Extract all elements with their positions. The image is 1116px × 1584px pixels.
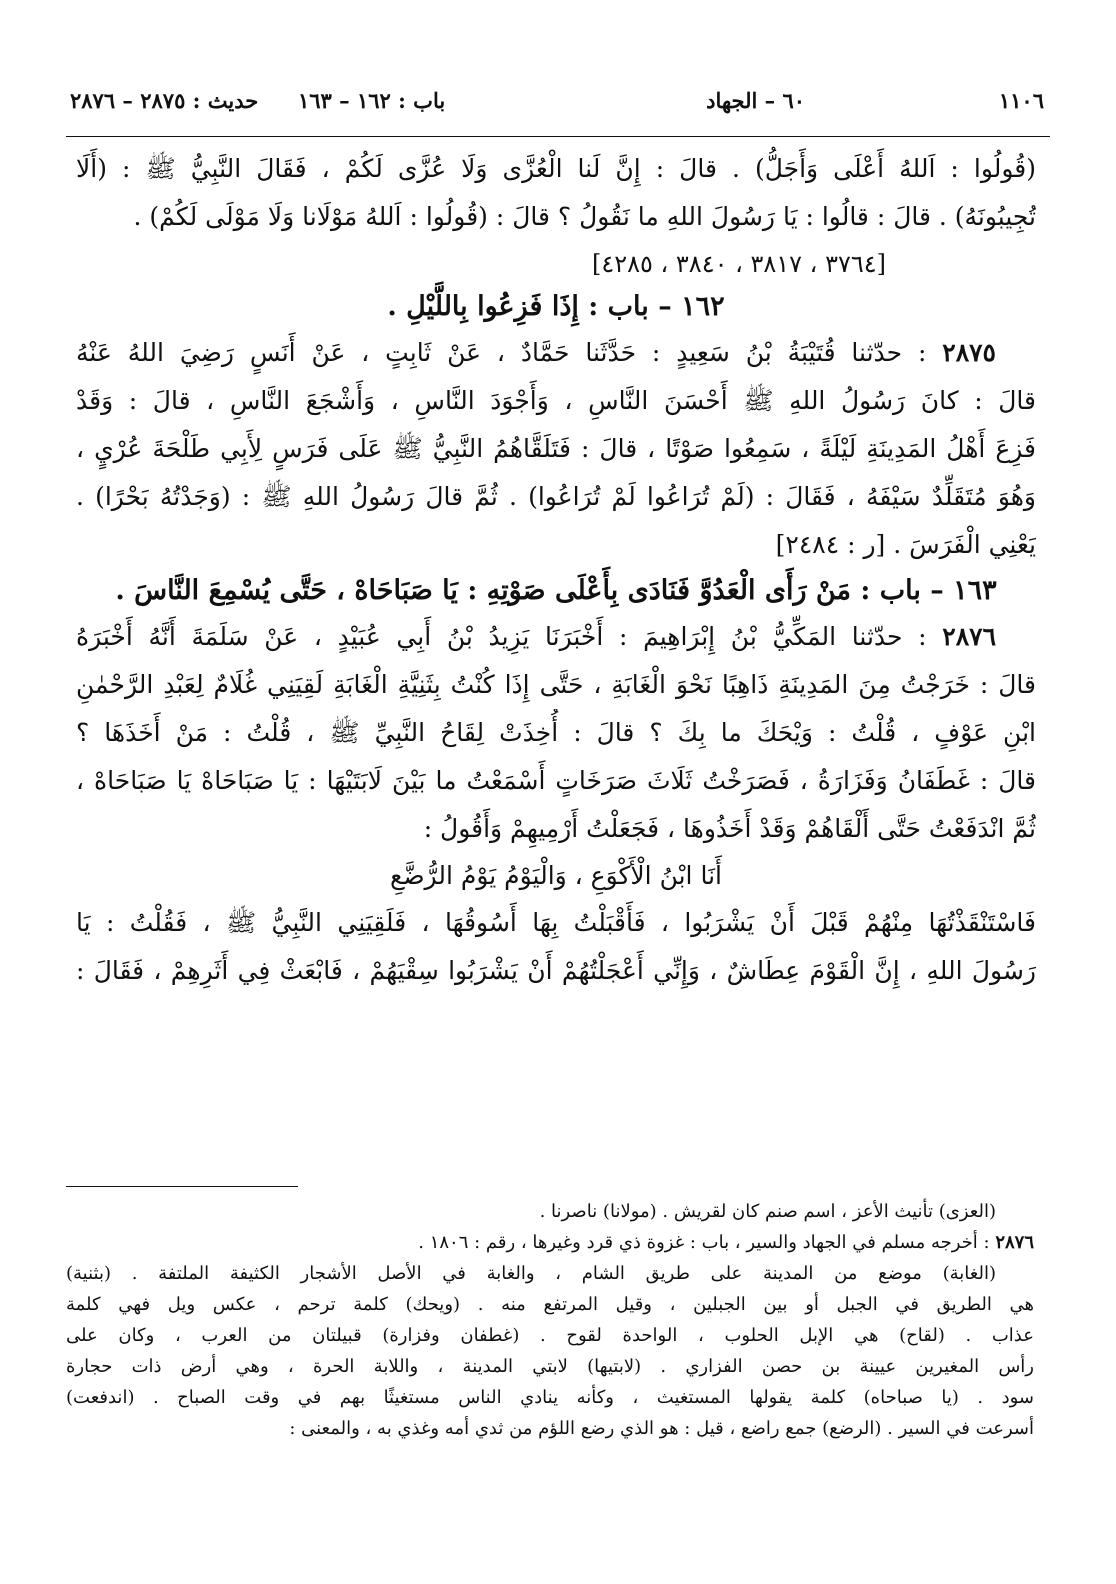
text-line: فَزِعَ أَهْلُ المَدِينَةِ لَيْلَةً ، سَمِعُوا صَوْتًا ، قالَ : فَتَلَقَّاهُمُ النَّبِيُّ ﷺ عَلَى فَرَسٍ لِأَبِي طَلْحَةَ عُرْيٍ ، xyxy=(76,434,1036,463)
hadith-number: ٢٨٧٥ xyxy=(942,338,996,367)
glossary-line: هي الطريق في الجبل أو بين الجبلين ، وقيل المرتفع منه . (ويحك) كلمة ترحم ، عكس ويل فهي كلمة xyxy=(66,1294,1034,1315)
hadith-first-line: ٢٨٧٥ : حدّثنا قُتَيْبَةُ بْنُ سَعِيدٍ : حَدَّثَنا حَمَّادٌ ، عَنْ ثَابِتٍ ، عَنْ أَنَسٍ رَضِيَ اللهُ عَنْهُ xyxy=(76,338,996,367)
text-line: قالَ : غَطَفَانُ وَفَزَارَةُ ، فَصَرَخْتُ ثَلَاثَ صَرَخَاتٍ أَسْمَعْتُ ما بَيْنَ لَابَتَيْهَا : يَا صَبَاحَاهْ يَا صَبَاحَاهْ ، xyxy=(76,766,1036,795)
hadith-reference: حديث : ٢٨٧٥ – ٢٨٧٦ xyxy=(70,88,259,113)
footnotes xyxy=(66,1196,1034,1444)
glossary xyxy=(66,1258,1034,1444)
text-line: (قُولُوا : اَللهُ أَعْلَى وَأَجَلُّ) . قالَ : إِنَّ لَنا الْعُزَّى وَلَا عُزَّى لَكُمْ ، فَقَالَ النَّبِيُّ ﷺ : (أَلَا xyxy=(76,154,1036,183)
hadith-first-line: ٢٨٧٦ : حدّثنا المَكِّيُّ بْنُ إِبْرَاهِيمَ : أَخْبَرَنَا يَزِيدُ بْنُ أَبِي عُبَيْدٍ ، عَنْ سَلَمَةَ أَنَّهُ أَخْبَرَهُ xyxy=(76,622,996,651)
text-line: وَهُوَ مُتَقَلِّدٌ سَيْفَهُ ، فَقَالَ : (لَمْ تُرَاعُوا لَمْ تُرَاعُوا) . ثُمَّ قالَ رَسُولُ اللهِ ﷺ : (وَجَدْتُهُ بَحْرًا) . xyxy=(76,482,1036,511)
page-number: ١١٠٦ xyxy=(998,88,1044,113)
text-line: رَسُولَ اللهِ ، إِنَّ الْقَوْمَ عِطَاشٌ ، وَإِنِّي أَعْجَلْتُهُمْ أَنْ يَشْرَبُوا سِقْيَهُمْ ، فَابْعَثْ فِي أَثَرِهِمْ ، فَقَالَ : xyxy=(76,956,1036,985)
cross-references: [٣٧٦٤ ، ٣٨١٧ ، ٣٨٤٠ ، ٤٢٨٥] xyxy=(591,250,886,278)
running-header xyxy=(66,88,1050,128)
glossary-line: رأس المغيرين عيينة بن حصن الفزاري . (لابتيها) لابتي المدينة ، واللابة الحرة ، وهي أرض ذات حجارة xyxy=(66,1356,1034,1377)
glossary-line: سود . (يا صباحاه) كلمة يقولها المستغيث ، وكأنه ينادي الناس مستغيثًا بهم في وقت الصباح . (اندفعت) xyxy=(66,1387,1034,1408)
chapter-heading-163: ١٦٣ – باب : مَنْ رَأَى الْعَدُوَّ فَنَادَى بِأَعْلَى صَوْتِهِ : يَا صَبَاحَاهْ ، حَتَّى يُسْمِعَ النَّاسَ . xyxy=(115,575,997,606)
hadith-text: حدّثنا المَكِّيُّ بْنُ إِبْرَاهِيمَ : أَخْبَرَنَا يَزِيدُ بْنُ أَبِي عُبَيْدٍ ، عَنْ سَلَمَةَ أَنَّهُ أَخْبَرَهُ xyxy=(76,622,903,651)
text-line: يَعْنِي الْفَرَسَ . [ر : ٢٤٨٤] xyxy=(775,530,1036,559)
chapter-heading-162: ١٦٢ – باب : إِذَا فَزِعُوا بِاللَّيْلِ . xyxy=(387,291,725,322)
glossary-line: أسرعت في السير . (الرضع) جمع راضع ، قيل : هو الذي رضع اللؤم من ثدي أمه وغذي به ، والمعنى : xyxy=(289,1418,1034,1439)
text-line: ابْنِ عَوْفٍ ، قُلْتُ : وَيْحَكَ ما بِكَ ؟ قالَ : أُخِذَتْ لِقَاحُ النَّبِيِّ ﷺ ، قُلْتُ : مَنْ أَخَذَهَا ؟ xyxy=(76,718,1036,747)
hadith-text: حدّثنا قُتَيْبَةُ بْنُ سَعِيدٍ : حَدَّثَنا حَمَّادٌ ، عَنْ ثَابِتٍ ، عَنْ أَنَسٍ رَضِيَ اللهُ عَنْهُ xyxy=(76,338,903,367)
text-line: تُجِيبُونَهُ) . قالَ : قالُوا : يَا رَسُولَ اللهِ ما نَقُولُ ؟ قالَ : (قُولُوا : اَللهُ مَوْلَانا وَلَا مَوْلَى لَكُمْ) . xyxy=(133,202,1036,231)
text-line: قالَ : كانَ رَسُولُ اللهِ ﷺ أَحْسَنَ النَّاسِ ، وَأَجْوَدَ النَّاسِ ، وَأَشْجَعَ النَّاسِ ، قالَ : وَقَدْ xyxy=(76,386,1036,415)
poetry-verse: أَنَا ابْنُ الْأَكْوَعِ ، وَالْيَوْمُ يَوْمُ الرُّضَّعِ xyxy=(390,861,722,890)
hadith-number: ٢٨٧٦ xyxy=(942,622,996,651)
glossary-line: عذاب . (لقاح) هي الإبل الحلوب ، الواحدة لقوح . (غطفان وفزارة) قبيلتان من العرب ، وكان على xyxy=(66,1325,1034,1346)
glossary-line: (الغابة) موضع من المدينة على طريق الشام ، والغابة في الأصل الأشجار الكثيفة الملتفة . (بثنية) xyxy=(66,1263,996,1284)
footnote xyxy=(66,1227,1034,1258)
footnote-rule xyxy=(66,1186,298,1187)
header-rule xyxy=(66,136,1050,137)
book-title: ٦٠ – الجهاد xyxy=(706,88,805,113)
main-text xyxy=(76,145,1036,995)
text-line: فَاسْتَنْقَذْتُهَا مِنْهُمْ قَبْلَ أَنْ يَشْرَبُوا ، فَأَقْبَلْتُ بِهَا أَسُوقُهَا ، فَلَقِيَنِي النَّبِيُّ ﷺ ، فَقُلْتُ : يَا xyxy=(76,908,1036,937)
footnote-text: : أخرجه مسلم في الجهاد والسير ، باب : غزوة ذي قرد وغيرها ، رقم : ١٨٠٦ . xyxy=(418,1232,990,1253)
text-line: قالَ : خَرَجْتُ مِنَ المَدِينَةِ ذَاهِبًا نَحْوَ الْغَابَةِ ، حَتَّى إِذَا كُنْتُ بِثَنِيَّةِ الْغَابَةِ لَقِيَنِي غُلَامٌ لِعَبْدِ الرَّحْمٰنِ xyxy=(76,670,1036,699)
footnote-number: ٢٨٧٦ xyxy=(995,1232,1034,1253)
text-line: ثُمَّ انْدَفَعْتُ حَتَّى أَلْقَاهُمْ وَقَدْ أَخَذُوهَا ، فَجَعَلْتُ أَرْمِيهِمْ وَأَقُولُ : xyxy=(423,814,1036,843)
footnote: (العزى) تأنيث الأعز ، اسم صنم كان لقريش . (مولانا) ناصرنا . xyxy=(539,1201,996,1222)
section-reference: باب : ١٦٢ – ١٦٣ xyxy=(298,88,446,113)
